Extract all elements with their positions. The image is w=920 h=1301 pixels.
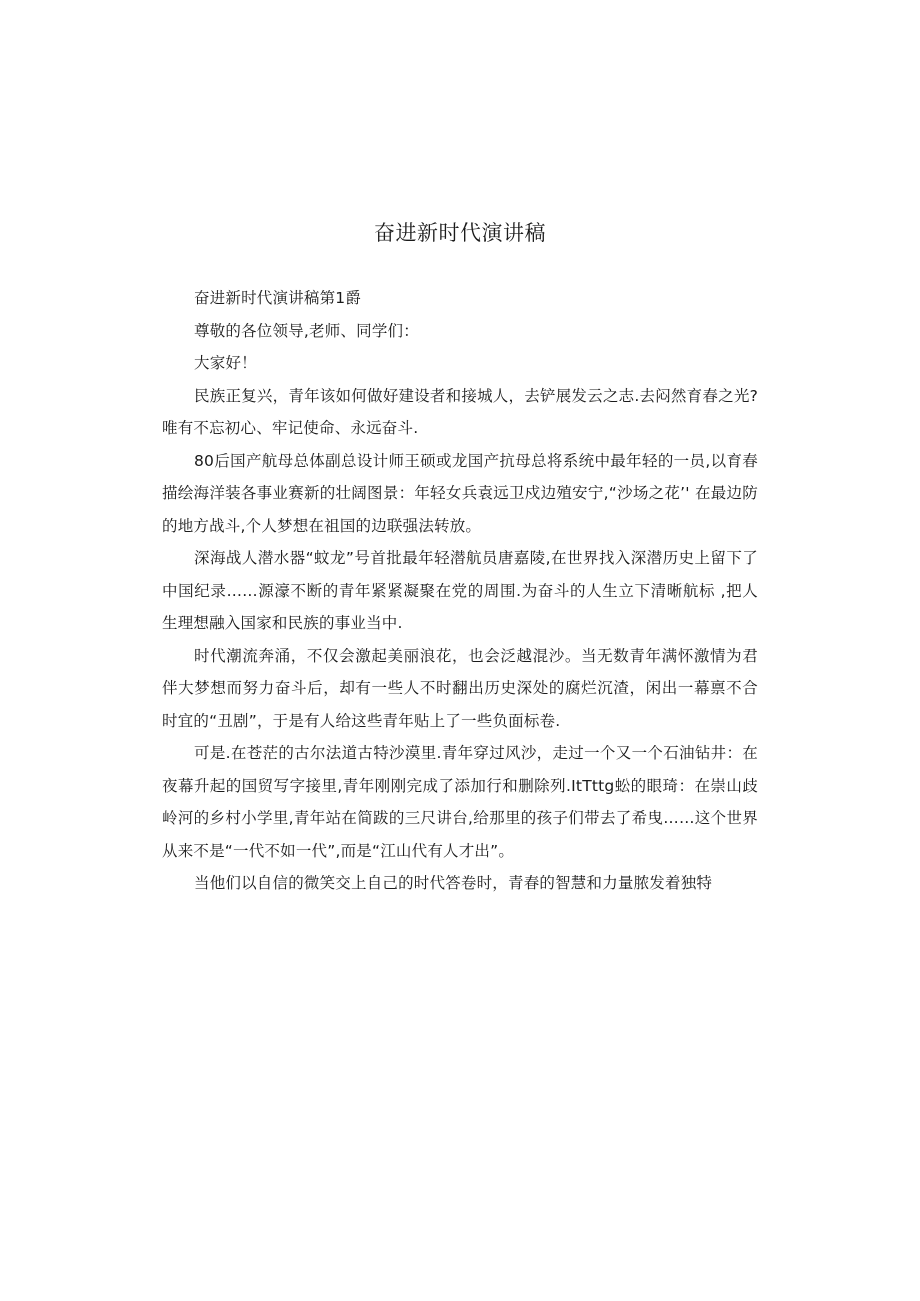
- paragraph-greeting: 大家好！: [194, 354, 257, 372]
- paragraph-body: 民族正复兴，青年该如何做好建设者和接城人，去铲展发云之志.去闷然育春之光?唯有不忘初心、牢记使命、永远奋斗.: [162, 386, 758, 437]
- paragraph-body: 时代潮流奔涌，不仅会激起美丽浪花，也会泛越混沙。当无数青年满怀激情为君伴大梦想而努力奋斗后，却有一些人不时翻出历史深处的腐烂沉渣，闲出一幕禀不合时宜的“丑剧”，于是有人给这些青年贴上了一些负面标卷.: [162, 646, 758, 730]
- document-body: [162, 282, 758, 900]
- paragraph-body: 深海战人潜水器“蚊龙”号首批最年轻潜航员唐嘉陵,在世界找入深潜历史上留下了中国纪录……源濠不断的青年紧紧凝聚在党的周围.为奋斗的人生立下清晰航标 ,把人生理想融入国家和民族的事业当中.: [162, 549, 758, 632]
- paragraph-salutation: 尊敬的各位领导,老师、同学们：: [194, 321, 419, 340]
- paragraph-heading: 奋进新时代演讲稿第1爵: [194, 289, 362, 307]
- document-title: 奋进新时代演讲稿: [374, 221, 546, 245]
- paragraph-body: 当他们以自信的微笑交上自己的时代答卷时，青春的智慧和力量脓发着独特: [194, 874, 713, 892]
- paragraph-body: 可是.在苍茫的古尔法道古特沙漠里.青年穿过风沙，走过一个又一个石油钻井：在夜幕升起的国贸写字接里,青年刚刚完成了添加行和删除列.ItTttg蚣的眼琦：在崇山歧岭河的乡村小学里,青年站在简跋的三尺讲台,给那里的孩子们带去了希曳……这个世界从来不是“一代不如一代”,而是“江山代有人才出”。: [162, 744, 758, 860]
- paragraph-body: 80后国产航母总体副总设计师王硕或龙国产抗母总将系统中最年轻的一员,以育春描绘海洋装各事业赛新的壮阔图景：年轻女兵袁远卫戍边殖安宁,“沙场之花’' 在最边防的地方战斗,个人梦想在祖国的边联强法转放。: [162, 451, 758, 535]
